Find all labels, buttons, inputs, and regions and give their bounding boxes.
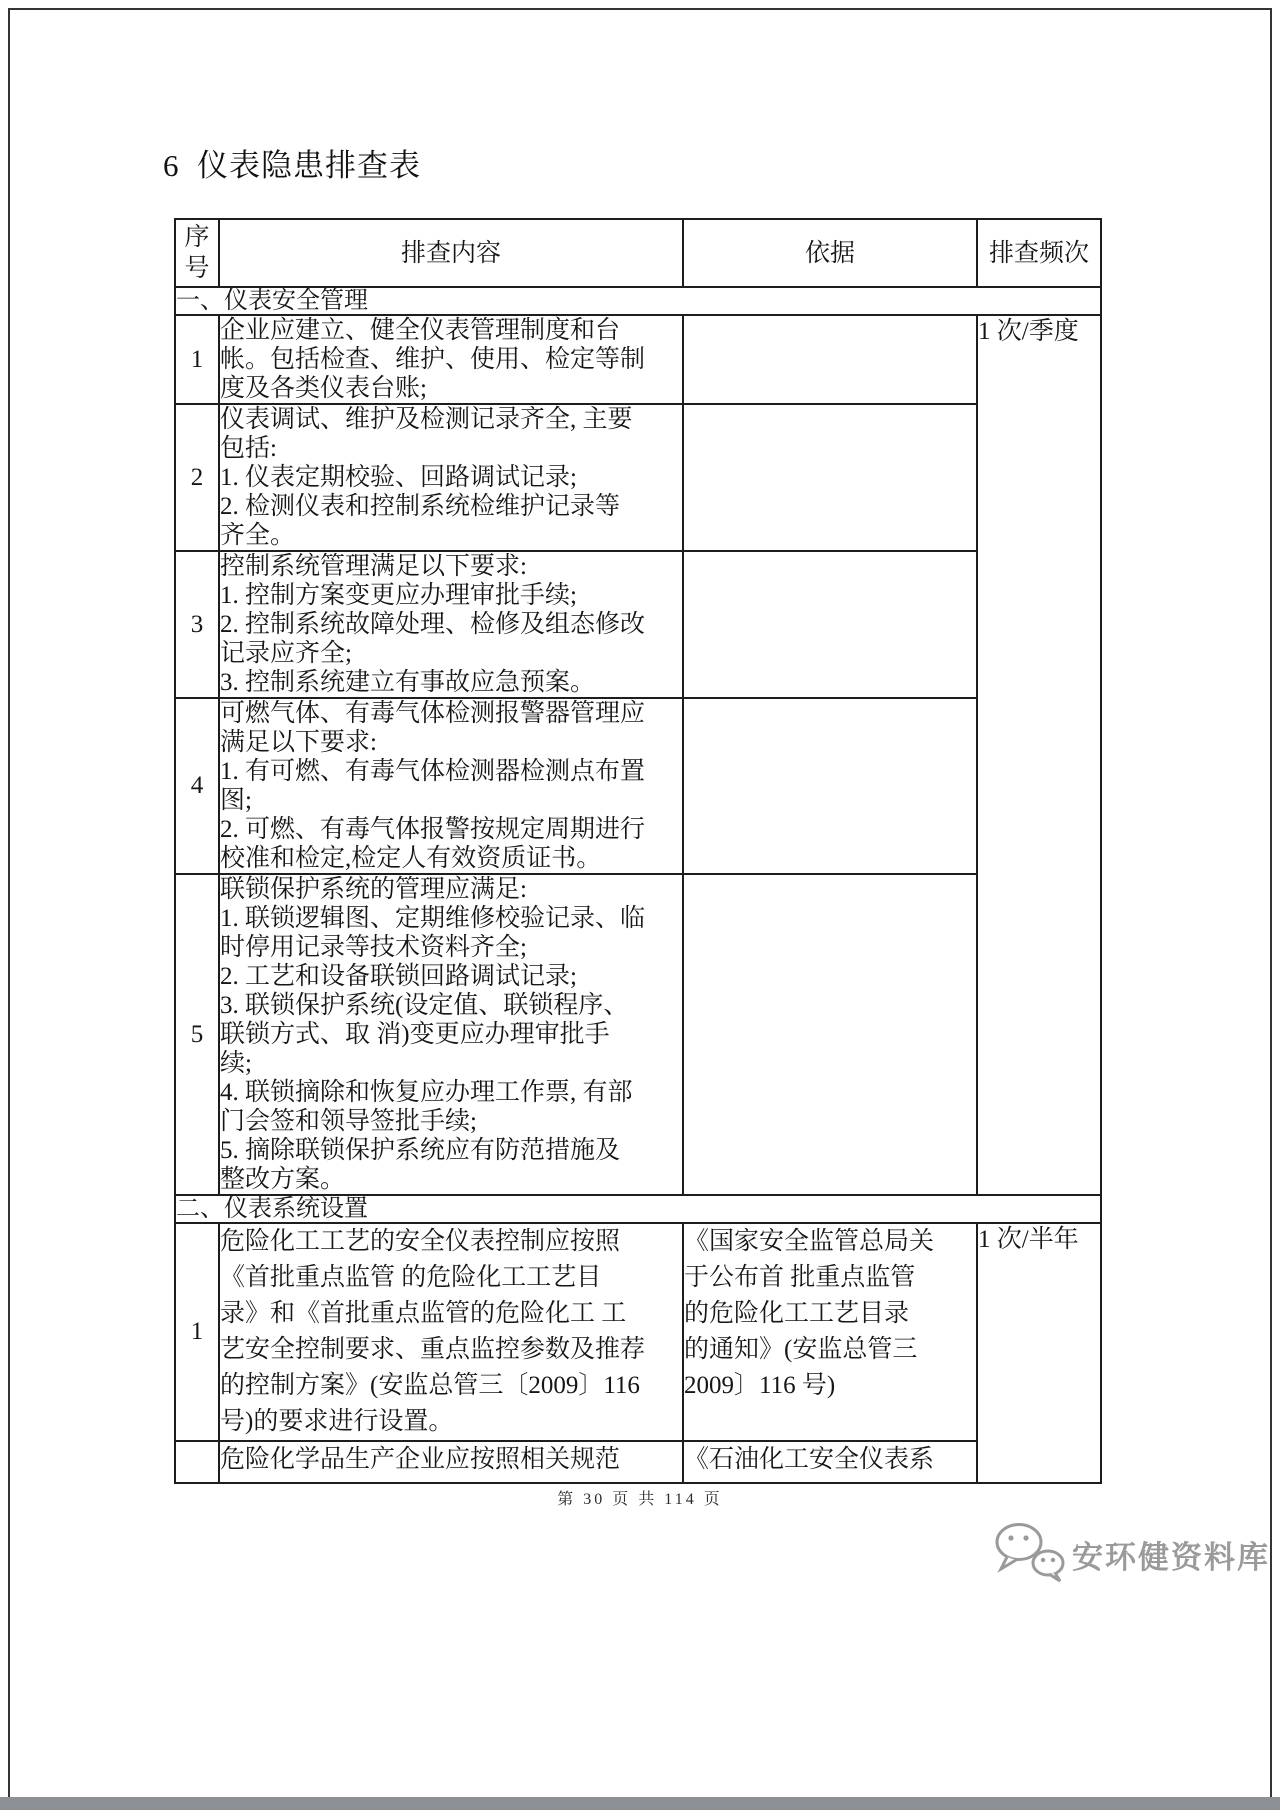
col-header-basis: 依据 <box>683 219 977 287</box>
table-header-row <box>175 219 1101 287</box>
inspection-table <box>174 218 1102 1484</box>
table-row <box>175 874 1101 1195</box>
page-bottom-edge <box>0 1797 1280 1810</box>
row-basis <box>683 315 977 404</box>
row-content: 危险化工工艺的安全仪表控制应按照 《首批重点监管 的危险化工工艺目 录》和《首批重点监管的危险化工 工 艺安全控制要求、重点监控参数及推荐 的控制方案》(安监总管三〔2009〕116 号)的要求进行设置。 <box>219 1223 683 1441</box>
row-number: 4 <box>175 698 219 874</box>
section-2-header: 二、仪表系统设置 <box>175 1195 1101 1223</box>
row-number: 3 <box>175 551 219 698</box>
row-content: 危险化学品生产企业应按照相关规范 <box>219 1441 683 1483</box>
row-basis <box>683 874 977 1195</box>
frequency-cell: 1 次/半年 <box>977 1223 1101 1483</box>
row-number <box>175 1441 219 1483</box>
row-number: 1 <box>175 1223 219 1441</box>
table-row <box>175 551 1101 698</box>
section-row <box>175 1195 1101 1223</box>
row-content: 可燃气体、有毒气体检测报警器管理应 满足以下要求: 1. 有可燃、有毒气体检测器检测点布置 图; 2. 可燃、有毒气体报警按规定周期进行 校准和检定,检定人有效资质证书。 <box>219 698 683 874</box>
table-row <box>175 404 1101 551</box>
wechat-logo-icon <box>992 1520 1068 1589</box>
page-title: 6 仪表隐患排查表 <box>163 148 421 183</box>
page-footer: 第 30 页 共 114 页 <box>557 1491 723 1508</box>
section-1-header: 一、仪表安全管理 <box>175 287 1101 315</box>
frequency-cell: 1 次/季度 <box>977 315 1101 1195</box>
row-basis: 《国家安全监管总局关 于公布首 批重点监管 的危险化工工艺目录 的通知》(安监总管三 2009〕116 号) <box>683 1223 977 1441</box>
col-header-content: 排查内容 <box>219 219 683 287</box>
row-basis <box>683 698 977 874</box>
table-row <box>175 1223 1101 1441</box>
row-content: 企业应建立、健全仪表管理制度和台 帐。包括检查、维护、使用、检定等制 度及各类仪表台账; <box>219 315 683 404</box>
watermark <box>992 1520 1270 1589</box>
table-row <box>175 315 1101 404</box>
table-row <box>175 698 1101 874</box>
section-row <box>175 287 1101 315</box>
row-content: 仪表调试、维护及检测记录齐全, 主要 包括: 1. 仪表定期校验、回路调试记录; 2. 检测仪表和控制系统检维护记录等 齐全。 <box>219 404 683 551</box>
row-number: 5 <box>175 874 219 1195</box>
row-basis: 《石油化工安全仪表系 <box>683 1441 977 1483</box>
row-basis <box>683 404 977 551</box>
row-basis <box>683 551 977 698</box>
table-row <box>175 1441 1101 1483</box>
row-number: 2 <box>175 404 219 551</box>
col-header-no: 序号 <box>175 219 219 287</box>
row-content: 联锁保护系统的管理应满足: 1. 联锁逻辑图、定期维修校验记录、临 时停用记录等技术资料齐全; 2. 工艺和设备联锁回路调试记录; 3. 联锁保护系统(设定值、联锁程序、 联锁方式、取 消)变更应办理审批手 续; 4. 联锁摘除和恢复应办理工作票, 有部 门会签和领导签批手续; 5. 摘除联锁保护系统应有防范措施及 整改方案。 <box>219 874 683 1195</box>
watermark-text: 安环健资料库 <box>1072 1540 1270 1575</box>
col-header-frequency: 排查频次 <box>977 219 1101 287</box>
row-number: 1 <box>175 315 219 404</box>
row-content: 控制系统管理满足以下要求: 1. 控制方案变更应办理审批手续; 2. 控制系统故障处理、检修及组态修改 记录应齐全; 3. 控制系统建立有事故应急预案。 <box>219 551 683 698</box>
